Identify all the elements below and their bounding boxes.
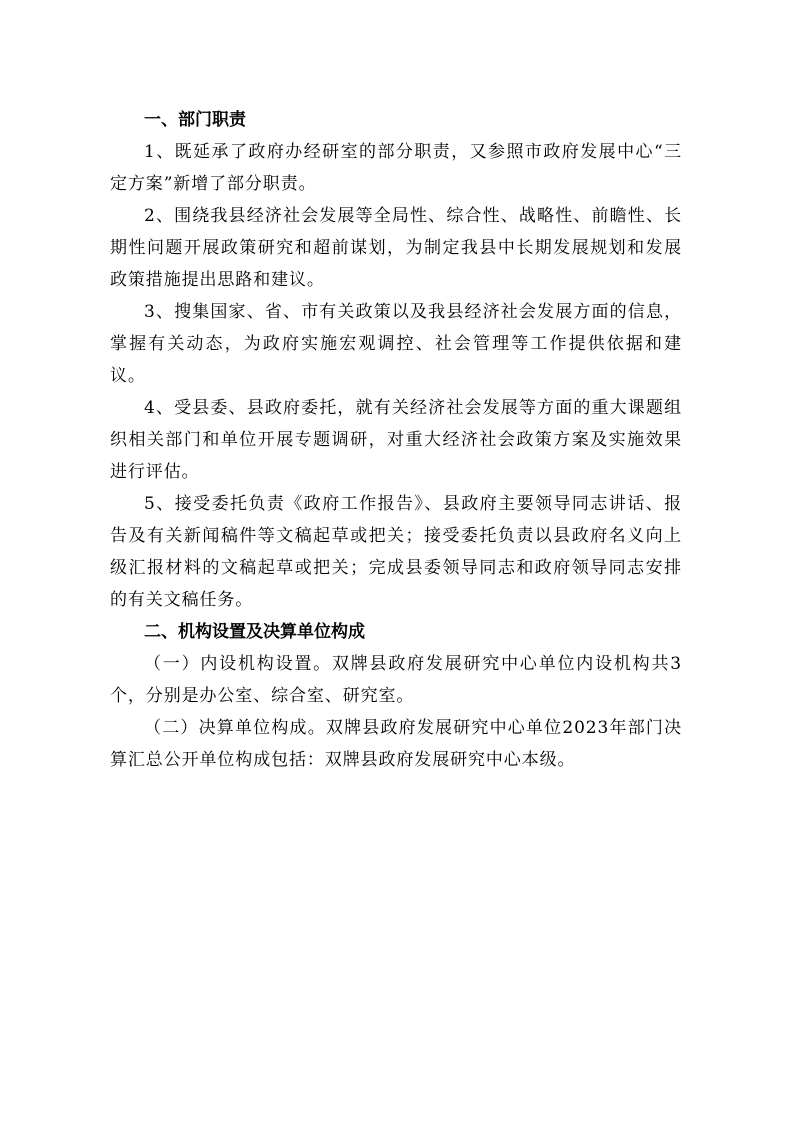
section-organization-structure <box>110 616 682 776</box>
duty-paragraph-3: 3、搜集国家、省、市有关政策以及我县经济社会发展方面的信息，掌握有关动态，为政府实施宏观调控、社会管理等工作提供依据和建议。 <box>110 302 682 386</box>
org-paragraph-1: （一）内设机构设置。双牌县政府发展研究中心单位内设机构共3个，分别是办公室、综合室、研究室。 <box>110 654 682 706</box>
section-heading: 一、部门职责 <box>144 110 246 130</box>
duty-paragraph-2: 2、围绕我县经济社会发展等全局性、综合性、战略性、前瞻性、长期性问题开展政策研究和超前谋划，为制定我县中长期发展规划和发展政策措施提出思路和建议。 <box>110 206 682 290</box>
org-paragraph-2: （二）决算单位构成。双牌县政府发展研究中心单位2023年部门决算汇总公开单位构成包括：双牌县政府发展研究中心本级。 <box>110 718 682 770</box>
section-heading: 二、机构设置及决算单位构成 <box>144 622 365 642</box>
duty-paragraph-5: 5、接受委托负责《政府工作报告》、县政府主要领导同志讲话、报告及有关新闻稿件等文稿起草或把关；接受委托负责以县政府名义向上级汇报材料的文稿起草或把关；完成县委领导同志和政府领导同志安排的有关文稿任务。 <box>110 494 682 610</box>
section-department-duties <box>110 104 682 616</box>
document-body <box>110 104 682 776</box>
duty-paragraph-1: 1、既延承了政府办经研室的部分职责，又参照市政府发展中心“三定方案”新增了部分职责。 <box>110 142 682 194</box>
duty-paragraph-4: 4、受县委、县政府委托，就有关经济社会发展等方面的重大课题组织相关部门和单位开展专题调研，对重大经济社会政策方案及实施效果进行评估。 <box>110 398 682 482</box>
